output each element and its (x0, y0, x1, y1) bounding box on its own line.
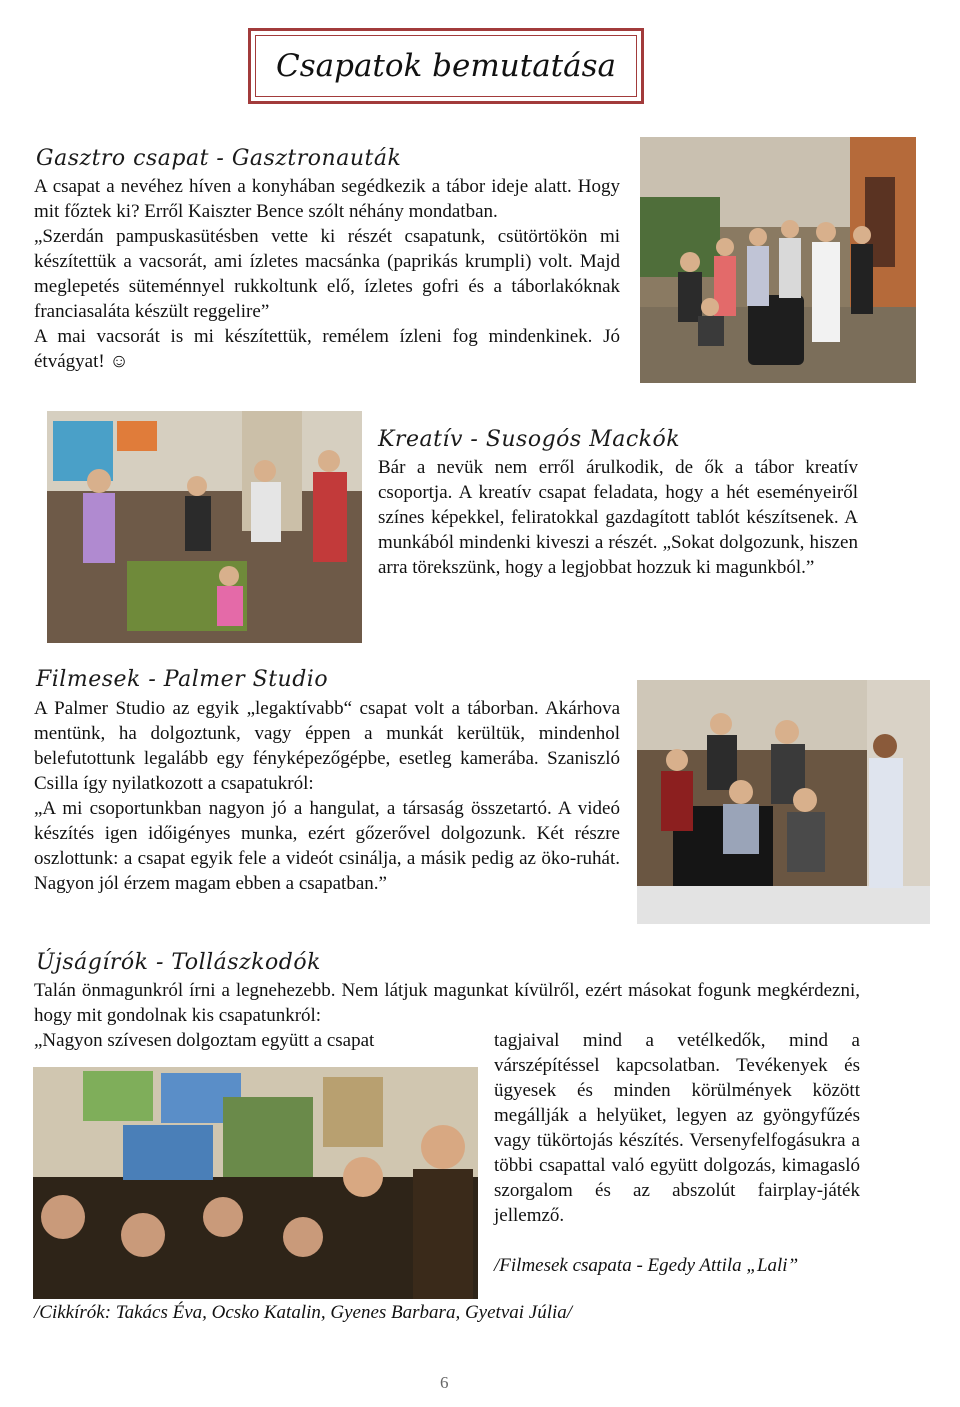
ujsagirok-heading: Újságírók - Tollászkodók (36, 950, 321, 975)
kreativ-team-photo (47, 411, 362, 643)
ujsagirok-quote-rest: tagjaival mind a vetélkedők, mind a várszépítéssel kapcsolatban. Tevékenyek és ügyesek és minden körülmények között megállják a helyüket, legyen az gyöngyfűzés vagy tükörtojás készítés. Versenyfelfogásukra a többi csapattal való együtt dolgozás, kimagasló szorgalom és az abszolút fairplay-játék jellemző. (494, 1030, 860, 1226)
title-box (248, 28, 644, 104)
title-inner-border (255, 35, 637, 97)
article-credits: /Cikkírók: Takács Éva, Ocsko Katalin, Gyenes Barbara, Gyetvai Júlia/ (34, 1302, 573, 1323)
gasztro-team-photo (640, 137, 916, 383)
ujsagirok-quote-start: „Nagyon szívesen dolgoztam együtt a csapat (34, 1030, 375, 1051)
filmesek-paragraph-2: „A mi csoportunkban nagyon jó a hangulat, a társaság összetartó. A videó készítés igen időigényes munka, ezért gőzerővel dolgozunk. Két részre oszlottunk: a csapat egyik fele a videót csinálja, a másik pedig az öko-ruhát. Nagyon jól érzem magam ebben a csapatban.” (34, 798, 620, 894)
ujsagirok-intro (34, 978, 860, 1028)
page-number: 6 (440, 1373, 449, 1392)
filmesek-text (34, 696, 620, 896)
kreativ-heading: Kreatív - Susogós Mackók (378, 427, 681, 452)
page-title: Csapatok bemutatása (275, 48, 617, 84)
gasztro-text (34, 174, 620, 374)
gasztro-paragraph-3: A mai vacsorát is mi készítettük, remélem ízleni fog mindenkinek. Jó étvágyat! ☺ (34, 326, 620, 372)
ujsagirok-signature: /Filmesek csapata - Egedy Attila „Lali” (494, 1255, 799, 1276)
kreativ-paragraph-1: Bár a nevük nem erről árulkodik, de ők a tábor kreatív csoportja. A kreatív csapat feladata, hogy a hét eseményeiről színes képekkel, feliratokkal gazdagított tablót készítsenek. A munkából mindenki kiveszi a részét. „Sokat dolgozunk, hiszen arra törekszünk, hogy a legjobbat hozzuk ki magunkból.” (378, 457, 858, 578)
gasztro-heading: Gasztro csapat - Gasztronauták (36, 146, 402, 171)
filmesek-team-photo (637, 680, 930, 924)
filmesek-heading: Filmesek - Palmer Studio (36, 667, 329, 692)
gasztro-paragraph-1: A csapat a nevéhez híven a konyhában segédkezik a tábor ideje alatt. Hogy mit főztek ki? Erről Kaiszter Bence szólt néhány mondatban. (34, 176, 620, 222)
kreativ-text (378, 455, 858, 580)
filmesek-paragraph-1: A Palmer Studio az egyik „legaktívabb“ csapat volt a táborban. Akárhova mentünk, ha dolgoztunk, vagy éppen a munkát kerültük, mindenhol belefutottunk legalább egy fényképezőgépbe, esetleg kamerába. Szaniszló Csilla így nyilatkozott a csapatukról: (34, 698, 620, 794)
gasztro-paragraph-2: „Szerdán pampuskasütésben vette ki részét csapatunk, csütörtökön mi készítettük a vacsorát, ami ízletes macsánka (paprikás krumpli) volt. Majd meglepetés süteménnyel rukkoltunk elő, ízletes gofri és a táborlakóknak franciasaláta készült reggelire” (34, 226, 620, 322)
ujsagirok-paragraph-1: Talán önmagunkról írni a legnehezebb. Nem látjuk magunkat kívülről, ezért másokat fogunk megkérdezni, hogy mit gondolnak kis csapatunkról: (34, 980, 860, 1026)
ujsagirok-team-photo (33, 1067, 478, 1299)
